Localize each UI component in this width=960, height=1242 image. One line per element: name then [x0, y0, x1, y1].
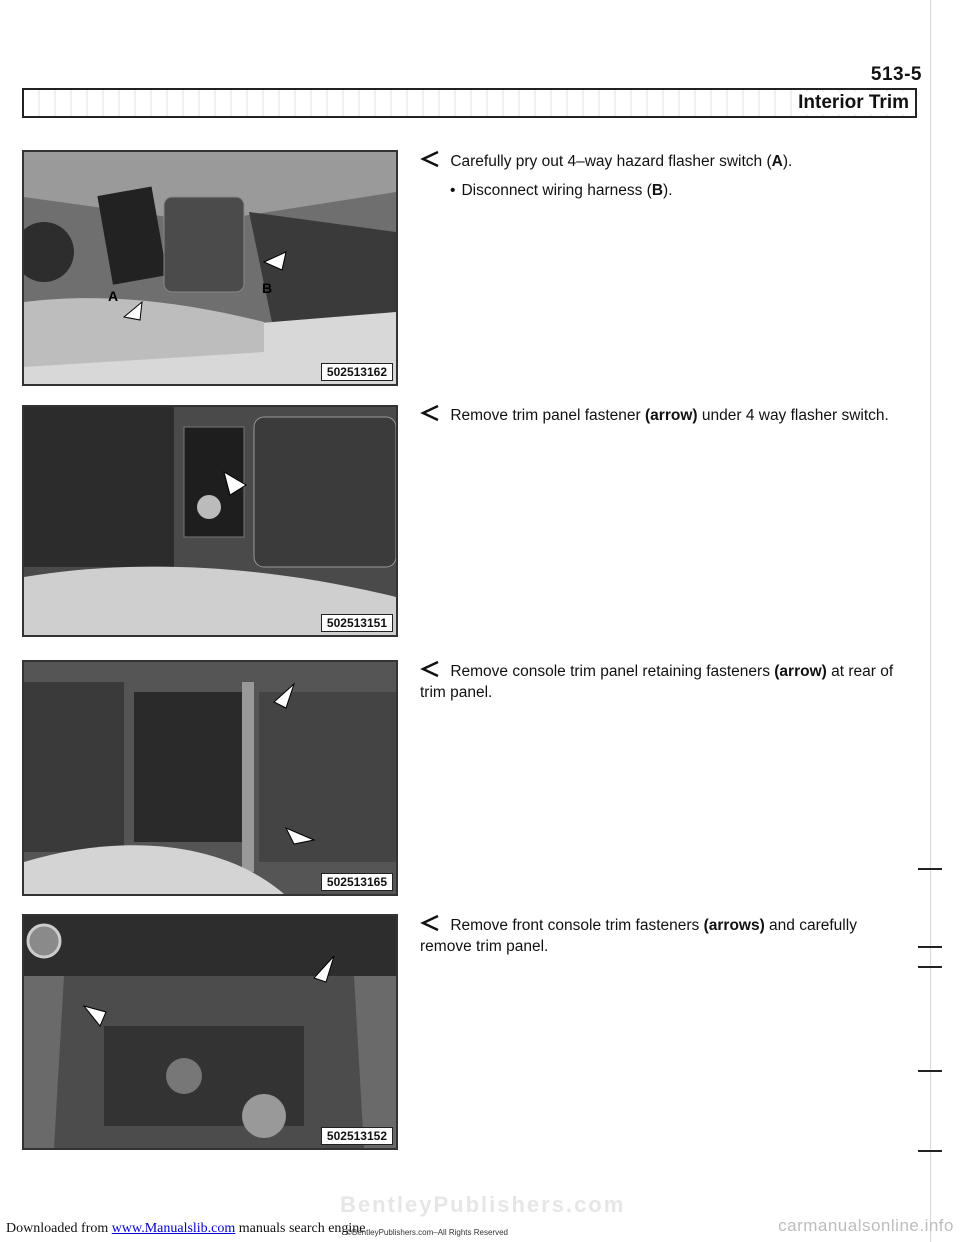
photo-reference-number: 502513165 — [321, 873, 393, 891]
bullet-icon: • — [450, 182, 456, 199]
section-title: Interior Trim — [792, 92, 909, 114]
watermark-bentley: BentleyPublishers.com — [340, 1192, 626, 1217]
photo-reference-number: 502513151 — [321, 614, 393, 632]
callout-label: A — [108, 288, 119, 304]
instruction-text: Remove trim panel fastener (arrow) under 4 way flasher switch. — [450, 407, 889, 424]
margin-tick — [918, 946, 942, 948]
instruction-text: Carefully pry out 4–way hazard flasher switch (A). — [450, 153, 793, 170]
page-number: 513-5 — [870, 64, 922, 85]
margin-tick — [918, 966, 942, 968]
margin-tick — [918, 1070, 942, 1072]
pointer-arrow-icon — [420, 404, 440, 422]
photo-reference-number: 502513152 — [321, 1127, 393, 1145]
photo-trim-fastener — [22, 405, 398, 637]
margin-tick — [918, 868, 942, 870]
manualslib-link[interactable]: www.Manualslib.com — [111, 1221, 236, 1236]
section-header-bar — [22, 88, 917, 118]
instruction-text: Remove console trim panel retaining fasteners (arrow) at rear of trim panel. — [420, 663, 894, 701]
photo-rear-fasteners — [22, 660, 398, 896]
photo-illustration — [24, 662, 396, 894]
page-footer — [0, 1192, 960, 1242]
photo-reference-number: 502513162 — [321, 363, 393, 381]
instruction-step — [420, 914, 900, 957]
pointer-arrow-icon — [420, 150, 440, 168]
pointer-arrow-icon — [420, 660, 440, 678]
photo-front-fasteners — [22, 914, 398, 1150]
watermark-carmanuals: carmanualsonline.info — [778, 1216, 954, 1235]
margin-tick — [918, 1150, 942, 1152]
photo-illustration — [24, 152, 396, 384]
pointer-arrow-icon — [420, 914, 440, 932]
margin-rule — [930, 0, 931, 1242]
photo-illustration — [24, 916, 396, 1148]
instruction-step — [420, 404, 900, 426]
callout-label: B — [262, 280, 273, 296]
instruction-text: Remove front console trim fasteners (arrows) and carefully remove trim panel. — [420, 917, 857, 955]
download-notice: Downloaded from www.Manualslib.com manuals search engine — [6, 1221, 366, 1236]
instruction-step — [420, 150, 900, 201]
photo-illustration — [24, 407, 396, 635]
photo-hazard-switch — [22, 150, 398, 386]
copyright-notice: ©BentleyPublishers.com–All Rights Reserved — [346, 1228, 508, 1237]
sub-instruction: • Disconnect wiring harness (B). — [450, 182, 673, 199]
instruction-step — [420, 660, 900, 703]
